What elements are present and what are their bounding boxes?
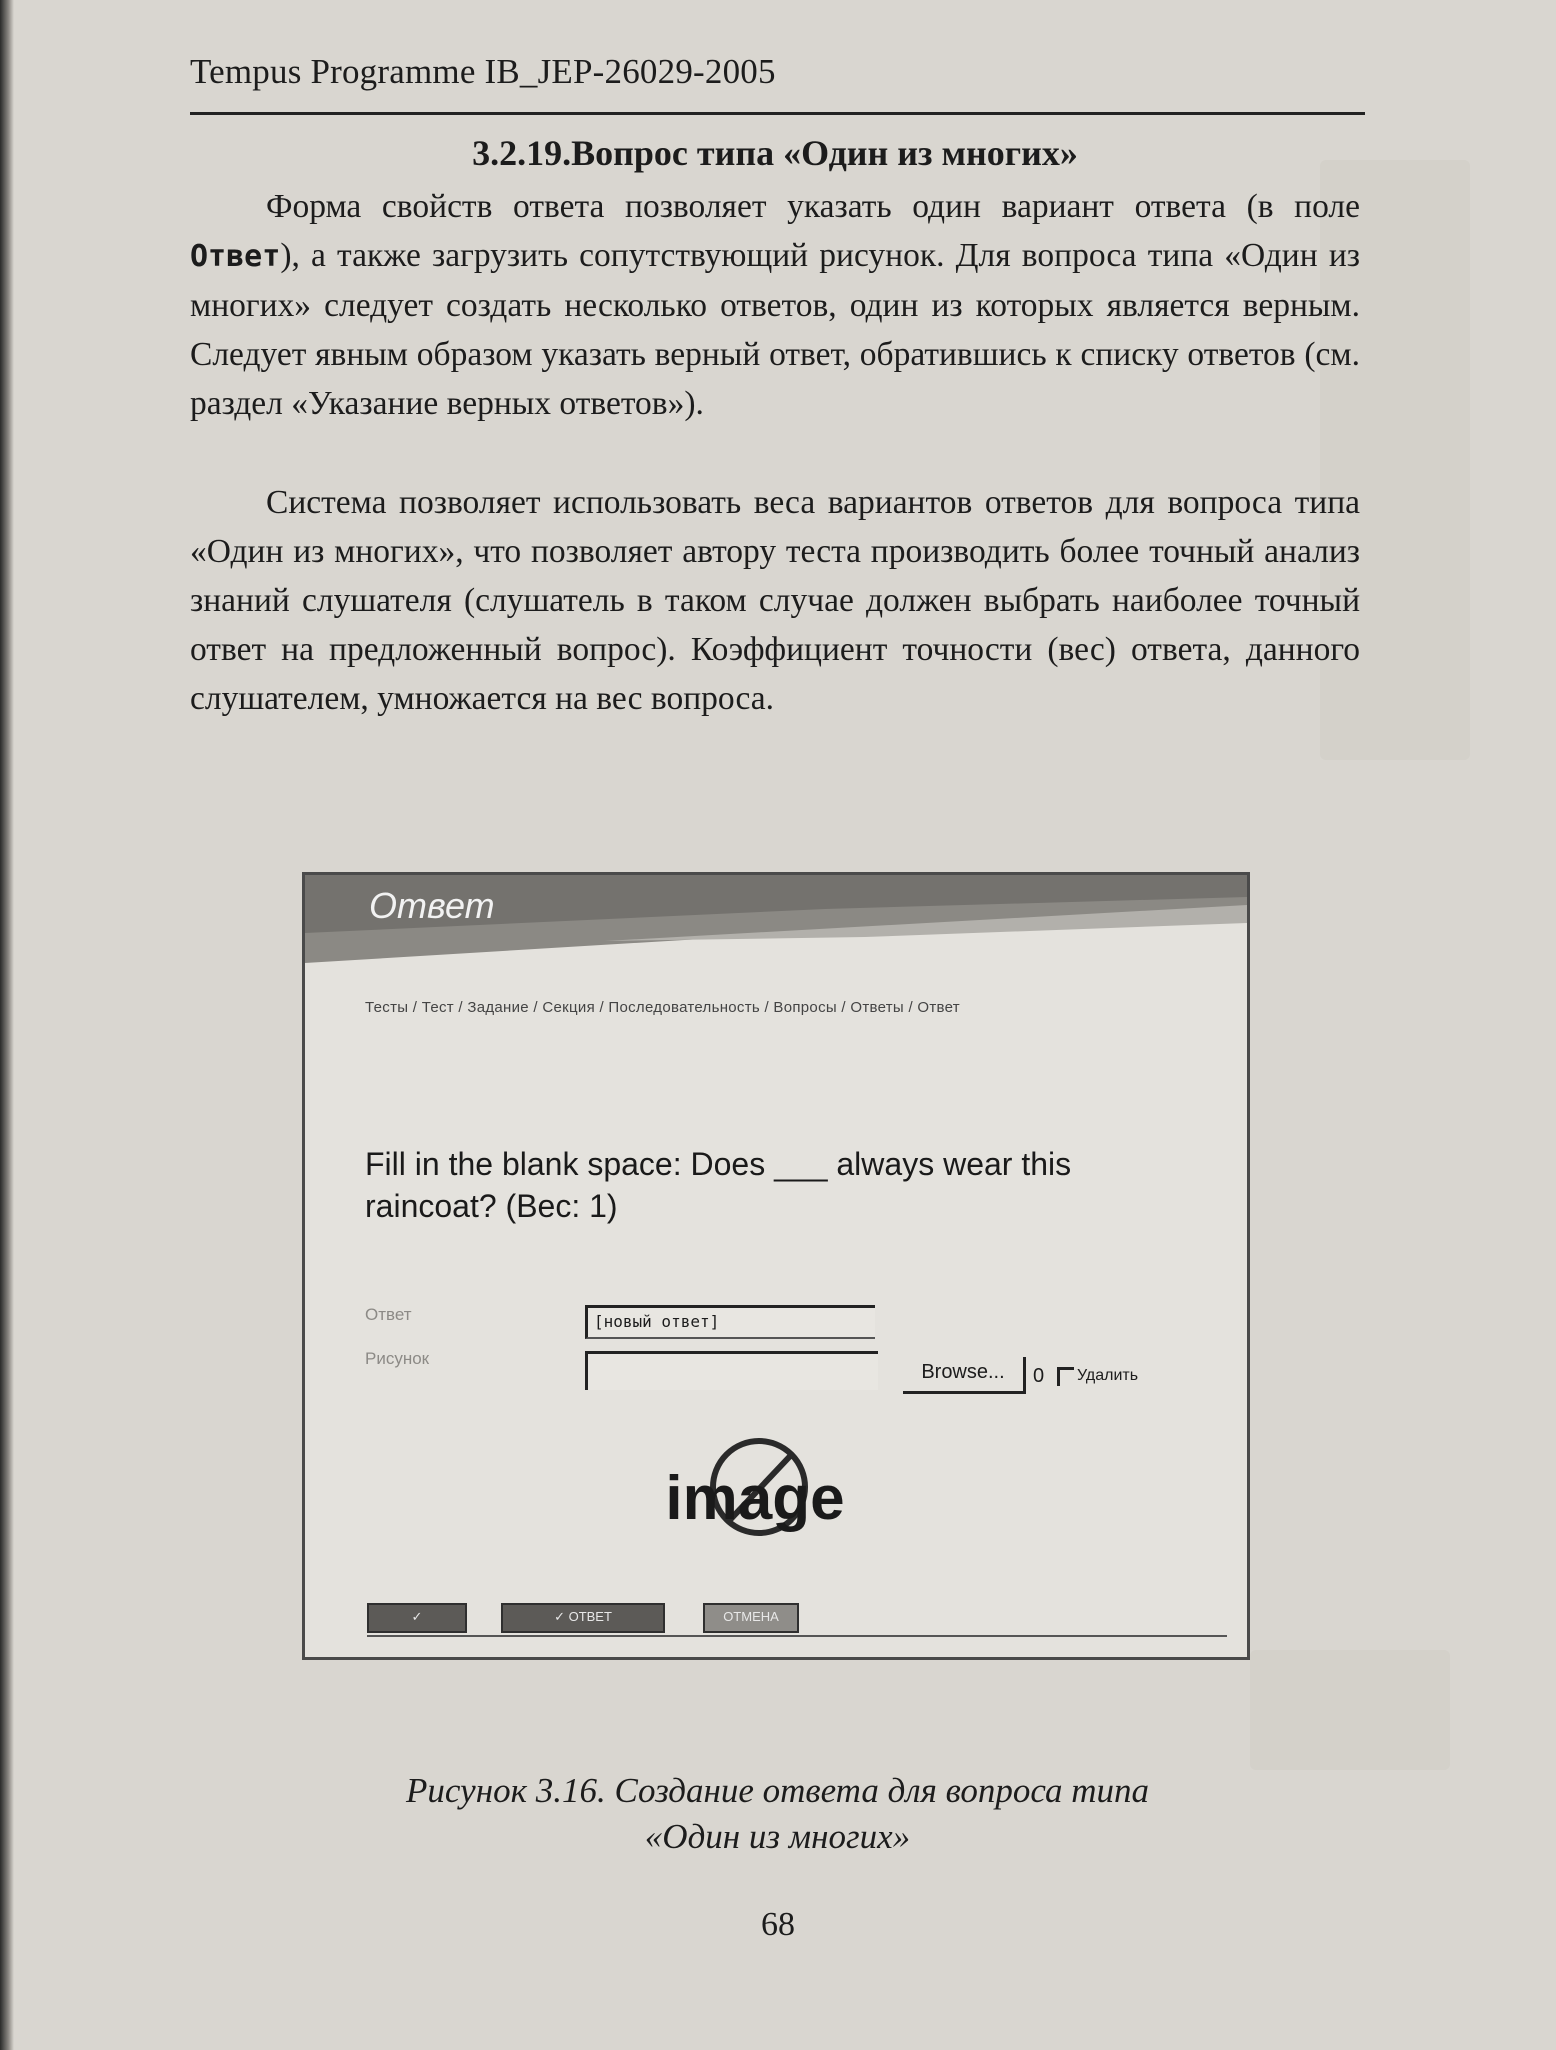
paragraph-2: Система позволяет использовать веса вариантов ответов для вопроса типа «Один из многих», что позволяет автору теста производить более точный анализ знаний слушателя (слушатель в таком случае должен выбрать наиболее точный ответ на предложенный вопрос). Коэффициент точности (вес) ответа, данного слушателем, умножается на вес вопроса. [190, 484, 1360, 717]
figure-screenshot [302, 872, 1250, 1660]
field-name-answer: Ответ [190, 239, 281, 274]
figure-bottom-rule [367, 1635, 1227, 1637]
picture-file-input[interactable] [585, 1351, 878, 1390]
figure-caption [190, 1768, 1365, 1860]
no-image-placeholder-icon [635, 1435, 875, 1555]
caption-line-2: «Один из многих» [644, 1817, 911, 1856]
file-size-value: 0 [1033, 1365, 1045, 1387]
browse-button[interactable]: Browse... [903, 1357, 1026, 1394]
ok-answer-button[interactable]: ✓ ОТВЕТ [501, 1603, 665, 1633]
delete-checkbox[interactable] [1057, 1367, 1074, 1386]
ok-button[interactable]: ✓ [367, 1603, 467, 1633]
figure-banner-title: Ответ [369, 885, 495, 926]
page-edge-shadow [0, 0, 14, 2050]
delete-label: Удалить [1077, 1367, 1139, 1384]
picture-label: Рисунок [365, 1349, 430, 1368]
section-title: 3.2.19.Вопрос типа «Один из многих» [472, 133, 1078, 173]
caption-line-1: Рисунок 3.16. Создание ответа для вопроса типа [406, 1771, 1149, 1810]
no-image-text: image [665, 1464, 845, 1533]
answer-input[interactable]: [новый ответ] [585, 1305, 875, 1339]
header-rule [190, 112, 1365, 115]
cancel-button[interactable]: ОТМЕНА [703, 1603, 799, 1633]
paragraph-1-end: ), а также загрузить сопутствующий рисунок. Для вопроса типа «Один из многих» следует создать несколько ответов, один из которых является верным. Следует явным образом указать верный ответ, обратившись к списку ответов (см. раздел «Указание верных ответов»). [190, 237, 1360, 422]
breadcrumb: Тесты / Тест / Задание / Секция / Последовательность / Вопросы / Ответы / Ответ [365, 999, 960, 1016]
running-header: Tempus Programme IB_JEP-26029-2005 [190, 52, 776, 91]
page-number: 68 [761, 1906, 795, 1943]
paragraph-1 [190, 182, 1360, 428]
show-through [1250, 1650, 1450, 1770]
question-text: Fill in the blank space: Does ___ always wear this raincoat? (Вес: 1) [365, 1146, 1072, 1224]
answer-label: Ответ [365, 1305, 412, 1324]
paragraph-1-start: Форма свойств ответа позволяет указать один вариант ответа (в поле [266, 188, 1360, 225]
